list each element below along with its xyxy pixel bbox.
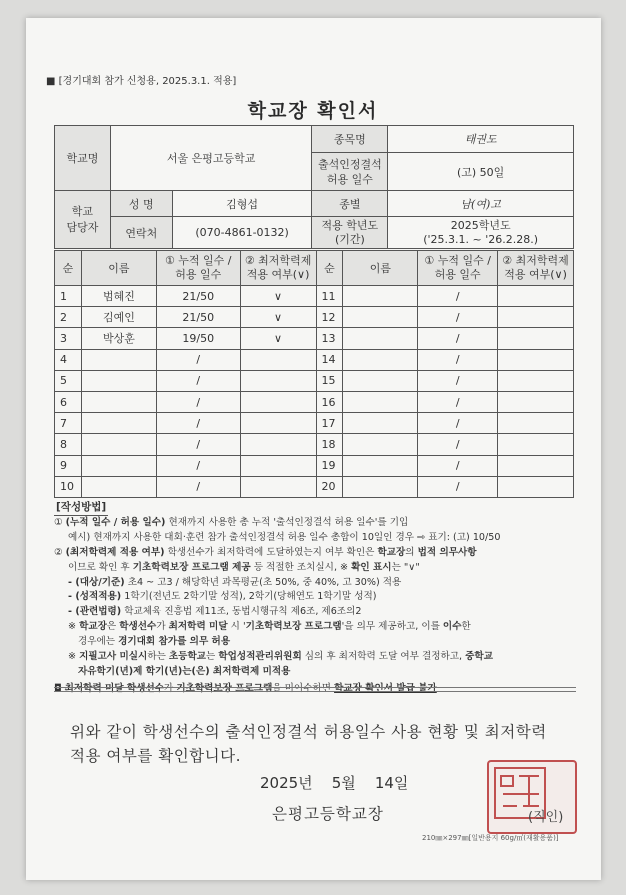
student-no-cell: 3 xyxy=(55,328,82,349)
student-min-cell xyxy=(240,391,316,412)
allowed-days-label: 출석인정결석 허용 일수 xyxy=(312,153,388,191)
student-no-cell: 8 xyxy=(55,434,82,455)
student-name-cell xyxy=(343,286,418,307)
students-header-row xyxy=(55,251,574,286)
student-no-cell: 16 xyxy=(316,391,343,412)
student-min-cell: ∨ xyxy=(240,307,316,328)
student-min-cell xyxy=(240,434,316,455)
student-min-cell xyxy=(240,413,316,434)
col-min: ② 최저학력제 적용 여부(∨) xyxy=(498,251,574,286)
student-no-cell: 15 xyxy=(316,370,343,391)
student-name-cell xyxy=(81,455,156,476)
student-min-cell xyxy=(240,476,316,497)
student-name-cell xyxy=(343,455,418,476)
event-label: 종목명 xyxy=(312,126,388,153)
student-no-cell: 4 xyxy=(55,349,82,370)
student-no-cell: 2 xyxy=(55,307,82,328)
student-days-cell: / xyxy=(418,413,498,434)
name-value: 김형섭 xyxy=(172,191,312,217)
col-no: 순 xyxy=(316,251,343,286)
student-min-cell xyxy=(498,286,574,307)
note-1: ① (누적 일수 / 허용 일수) 현재까지 사용한 총 누적 '출석인정결석 허용 일수'를 기입 xyxy=(54,516,409,528)
student-days-cell: / xyxy=(418,476,498,497)
student-no-cell: 9 xyxy=(55,455,82,476)
student-days-cell: / xyxy=(418,307,498,328)
student-days-cell: / xyxy=(418,434,498,455)
school-name: 서울 은평고등학교 xyxy=(110,126,312,191)
student-days-cell: / xyxy=(156,455,240,476)
student-row xyxy=(55,455,574,476)
student-no-cell: 12 xyxy=(316,307,343,328)
student-days-cell: 21/50 xyxy=(156,286,240,307)
student-name-cell xyxy=(343,476,418,497)
student-days-cell: / xyxy=(418,349,498,370)
student-row xyxy=(55,328,574,349)
note-2-cont: 이므로 확인 후 기초학력보장 프로그램 제공 등 적절한 조치실시, ※ 확인 표시는 "∨" xyxy=(68,561,420,573)
student-name-cell: 박상훈 xyxy=(81,328,156,349)
col-no: 순 xyxy=(55,251,82,286)
note-2: ② (최저학력제 적용 여부) 학생선수가 최저학력에 도달하였는지 여부 확인은 학교장의 법적 의무사항 xyxy=(54,546,477,558)
paper-spec-footer: 210㎜×297㎜[일반용지 60g/㎡(재활용품)] xyxy=(422,834,559,842)
col-days: ① 누적 일수 / 허용 일수 xyxy=(418,251,498,286)
student-no-cell: 14 xyxy=(316,349,343,370)
student-days-cell: 21/50 xyxy=(156,307,240,328)
student-min-cell xyxy=(498,455,574,476)
info-table xyxy=(54,125,574,249)
header-note: ■ [경기대회 참가 신청용, 2025.3.1. 적용] xyxy=(46,76,237,87)
student-name-cell xyxy=(81,413,156,434)
divider xyxy=(54,687,576,692)
event-value: 태권도 xyxy=(388,126,574,153)
student-no-cell: 19 xyxy=(316,455,343,476)
student-min-cell: ∨ xyxy=(240,328,316,349)
student-name-cell xyxy=(343,370,418,391)
student-days-cell: / xyxy=(418,391,498,412)
student-min-cell xyxy=(498,349,574,370)
student-no-cell: 1 xyxy=(55,286,82,307)
confirmation-line-2: 적용 여부를 확인합니다. xyxy=(70,747,242,765)
student-row xyxy=(55,370,574,391)
student-min-cell xyxy=(498,434,574,455)
student-name-cell: 범혜진 xyxy=(81,286,156,307)
student-min-cell xyxy=(240,349,316,370)
student-days-cell: / xyxy=(418,286,498,307)
student-days-cell: / xyxy=(156,391,240,412)
contact-value: (070-4861-0132) xyxy=(172,217,312,249)
header-note-text: [경기대회 참가 신청용, 2025.3.1. 적용] xyxy=(58,76,237,87)
student-days-cell: / xyxy=(156,434,240,455)
student-days-cell: / xyxy=(156,413,240,434)
remark-2: ※ 지필고사 미실시하는 초등학교는 학업성적관리위원회 심의 후 최저학력 도달 여부 결정하고, 중학교 xyxy=(68,651,493,663)
student-min-cell xyxy=(498,476,574,497)
allowed-days-value: (고) 50일 xyxy=(388,153,574,191)
student-no-cell: 17 xyxy=(316,413,343,434)
students-table xyxy=(54,250,574,498)
remark-1-cont: 경우에는 경기대회 참가를 의무 허용 xyxy=(78,636,231,648)
issue-date: 2025년 5월 14일 xyxy=(260,774,409,792)
note-1-example: 예시) 현재까지 사용한 대회·훈련 참가 출석인정결석 허용 일수 총합이 10일인 경우 ⇨ 표기: (고) 10/50 xyxy=(68,531,501,543)
student-name-cell xyxy=(343,307,418,328)
student-name-cell xyxy=(81,349,156,370)
year-label: 적용 학년도 (기간) xyxy=(312,217,388,249)
col-min: ② 최저학력제 적용 여부(∨) xyxy=(240,251,316,286)
student-min-cell xyxy=(498,370,574,391)
student-name-cell xyxy=(81,391,156,412)
student-min-cell xyxy=(240,455,316,476)
student-no-cell: 5 xyxy=(55,370,82,391)
school-label: 학교명 xyxy=(55,126,111,191)
name-label: 성 명 xyxy=(110,191,172,217)
student-min-cell xyxy=(240,370,316,391)
student-no-cell: 18 xyxy=(316,434,343,455)
manager-label: 학교 담당자 xyxy=(55,191,111,249)
note-target: - (대상/기준) 초4 ~ 고3 / 해당학년 과목평균(초 50%, 중 40%, 고 30%) 적용 xyxy=(68,576,402,588)
school-head: 은평고등학교장 xyxy=(272,805,384,823)
gender-label: 종별 xyxy=(312,191,388,217)
student-min-cell xyxy=(498,413,574,434)
remark-1: ※ 학교장은 학생선수가 최저학력 미달 시 '기초학력보장 프로그램'을 의무 제공하고, 이를 이수한 xyxy=(68,621,471,633)
student-no-cell: 11 xyxy=(316,286,343,307)
student-row xyxy=(55,307,574,328)
student-days-cell: 19/50 xyxy=(156,328,240,349)
student-min-cell: ∨ xyxy=(240,286,316,307)
student-no-cell: 6 xyxy=(55,391,82,412)
student-no-cell: 13 xyxy=(316,328,343,349)
document-title: 학교장 확인서 xyxy=(247,100,379,122)
instructions xyxy=(54,500,579,697)
student-days-cell: / xyxy=(418,370,498,391)
student-row xyxy=(55,413,574,434)
student-name-cell xyxy=(343,434,418,455)
student-row xyxy=(55,476,574,497)
student-name-cell xyxy=(343,391,418,412)
student-no-cell: 20 xyxy=(316,476,343,497)
remark-2-cont: 자유학기(년)제 학기(년)는(은) 최저학력제 미적용 xyxy=(78,665,291,677)
student-name-cell xyxy=(343,349,418,370)
col-name: 이름 xyxy=(81,251,156,286)
student-days-cell: / xyxy=(418,455,498,476)
col-name: 이름 xyxy=(343,251,418,286)
contact-label: 연락처 xyxy=(110,217,172,249)
student-days-cell: / xyxy=(418,328,498,349)
warning-line: ◘ 최저학력 미달 학생선수가 기초학력보장 프로그램을 미이수하면 학교장 확인서 발급 불가 xyxy=(54,682,437,694)
student-name-cell xyxy=(81,434,156,455)
seal-label: (직인) xyxy=(528,810,564,825)
student-name-cell: 김예인 xyxy=(81,307,156,328)
instructions-heading: [작성방법] xyxy=(54,500,108,516)
note-law: - (관련법령) 학교체육 진흥법 제11조, 동법시행규칙 제6조, 제6조의2 xyxy=(68,606,362,618)
note-grades: - (성적적용) 1학기(전년도 2학기말 성적), 2학기(당해연도 1학기말 성적) xyxy=(68,591,377,603)
student-name-cell xyxy=(343,413,418,434)
student-rows xyxy=(55,286,574,498)
student-row xyxy=(55,434,574,455)
col-days: ① 누적 일수 / 허용 일수 xyxy=(156,251,240,286)
student-no-cell: 10 xyxy=(55,476,82,497)
year-value: 2025학년도 ('25.3.1. ~ '26.2.28.) xyxy=(388,217,574,249)
student-name-cell xyxy=(343,328,418,349)
student-row xyxy=(55,286,574,307)
student-days-cell: / xyxy=(156,370,240,391)
student-min-cell xyxy=(498,391,574,412)
student-name-cell xyxy=(81,370,156,391)
confirmation-line-1: 위와 같이 학생선수의 출석인정결석 허용일수 사용 현황 및 최저학력 xyxy=(70,723,547,741)
student-min-cell xyxy=(498,307,574,328)
student-name-cell xyxy=(81,476,156,497)
student-min-cell xyxy=(498,328,574,349)
gender-value: 남(여)고 xyxy=(388,191,574,217)
student-row xyxy=(55,391,574,412)
student-days-cell: / xyxy=(156,476,240,497)
student-days-cell: / xyxy=(156,349,240,370)
student-no-cell: 7 xyxy=(55,413,82,434)
student-row xyxy=(55,349,574,370)
